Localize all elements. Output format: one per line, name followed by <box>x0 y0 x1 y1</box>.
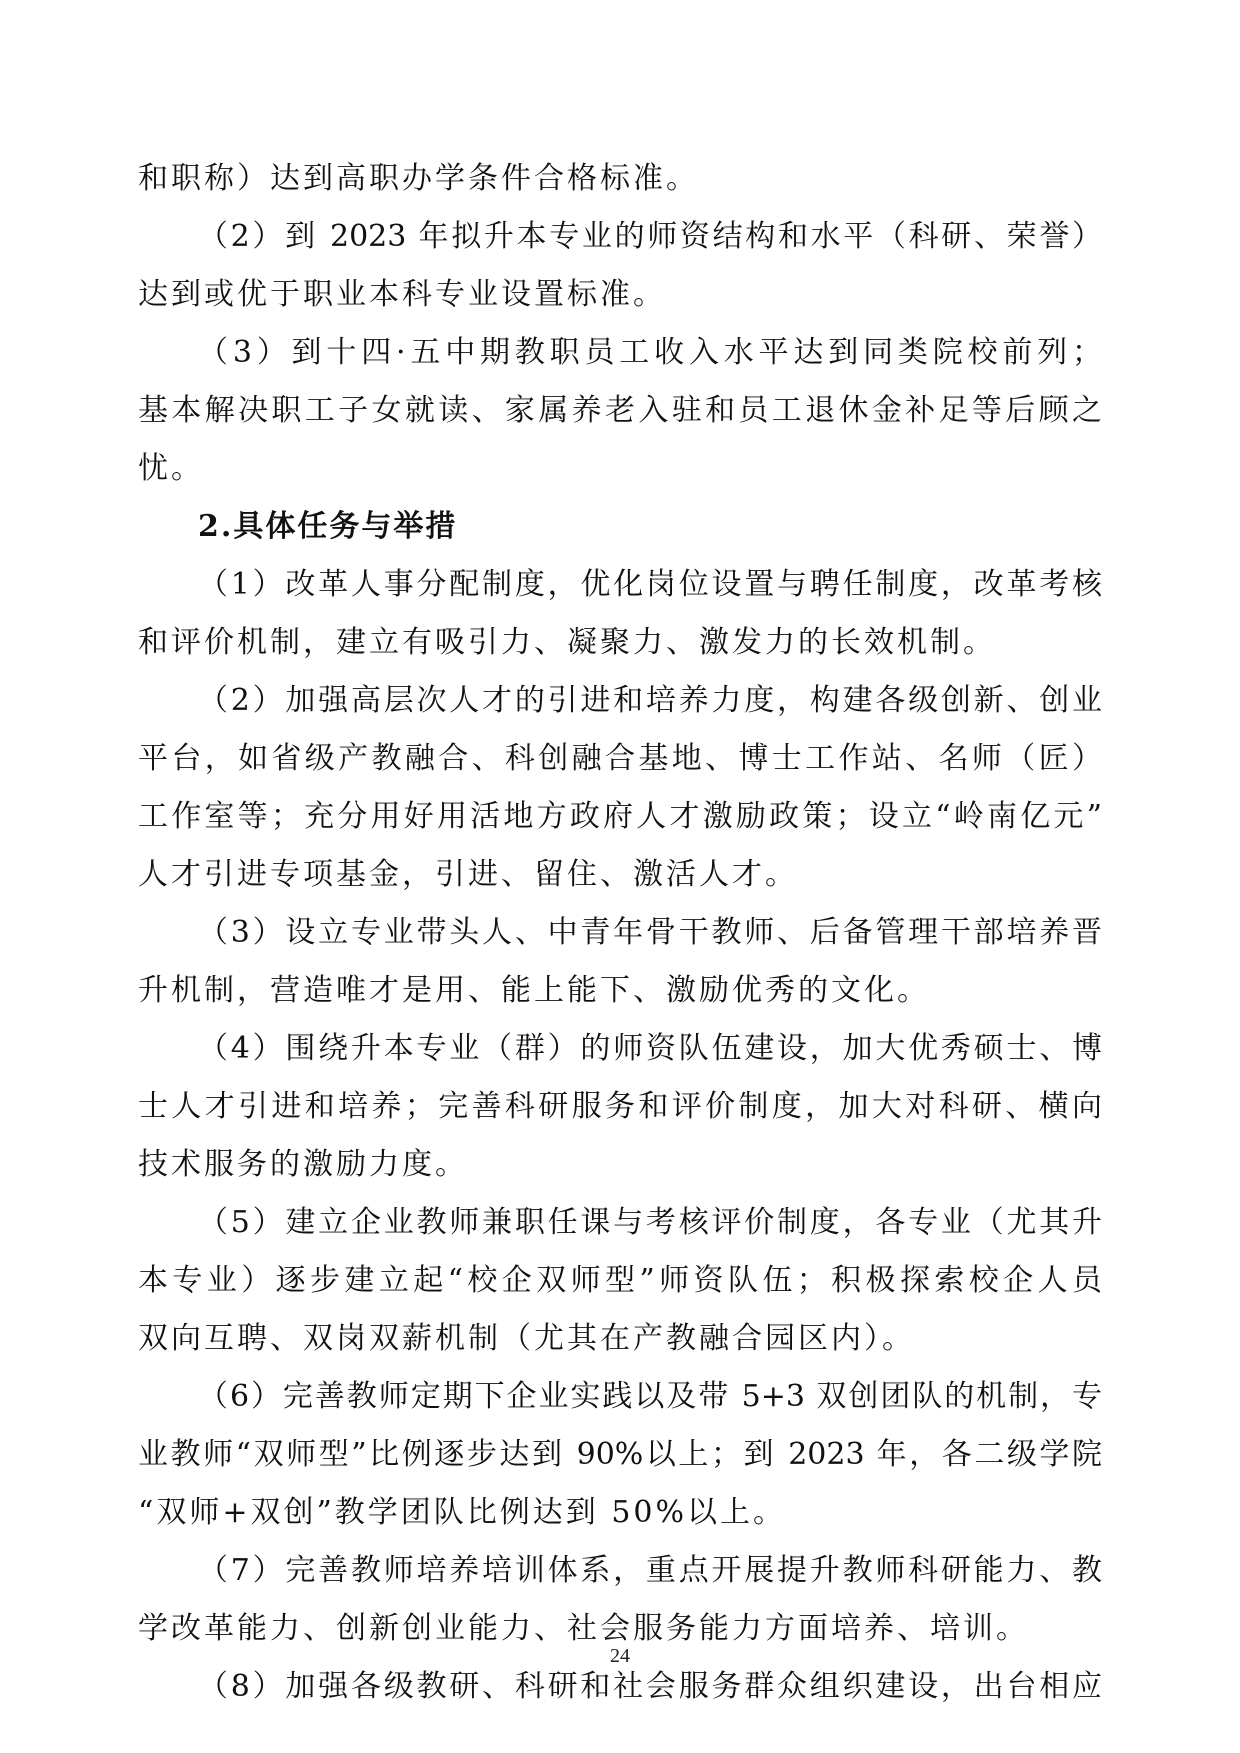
text-line: 业教师“双师型”比例逐步达到 90%以上；到 2023 年，各二级学院 <box>138 1437 1102 1472</box>
text-line: 工作室等；充分用好用活地方政府人才激励政策；设立“岭南亿元” <box>138 799 1102 834</box>
text-line: （1）改革人事分配制度，优化岗位设置与聘任制度，改革考核 <box>198 567 1102 602</box>
text-line: 平台，如省级产教融合、科创融合基地、博士工作站、名师（匠） <box>138 741 1102 776</box>
text-line: （3）到十四·五中期教职员工收入水平达到同类院校前列； <box>198 335 1102 370</box>
text-line: （2）到 2023 年拟升本专业的师资结构和水平（科研、荣誉） <box>198 219 1102 254</box>
text-line: 忧。 <box>138 451 204 486</box>
text-line: 基本解决职工子女就读、家属养老入驻和员工退休金补足等后顾之 <box>138 393 1102 428</box>
text-line: 本专业）逐步建立起“校企双师型”师资队伍；积极探索校企人员 <box>138 1263 1102 1298</box>
text-line: （8）加强各级教研、科研和社会服务群众组织建设，出台相应 <box>198 1669 1102 1704</box>
text-line: （2）加强高层次人才的引进和培养力度，构建各级创新、创业 <box>198 683 1102 718</box>
text-line: 和评价机制，建立有吸引力、凝聚力、激发力的长效机制。 <box>138 625 996 660</box>
text-line: 人才引进专项基金，引进、留住、激活人才。 <box>138 857 798 892</box>
text-line: 双向互聘、双岗双薪机制（尤其在产教融合园区内）。 <box>138 1321 915 1356</box>
text-line: （5）建立企业教师兼职任课与考核评价制度，各专业（尤其升 <box>198 1205 1102 1240</box>
text-line: 升机制，营造唯才是用、能上能下、激励优秀的文化。 <box>138 973 930 1008</box>
text-line: （7）完善教师培养培训体系，重点开展提升教师科研能力、教 <box>198 1553 1102 1588</box>
document-body <box>138 150 1102 1716</box>
text-line: “双师+双创”教学团队比例达到 50%以上。 <box>138 1495 787 1530</box>
text-line: 学改革能力、创新创业能力、社会服务能力方面培养、培训。 <box>138 1611 1029 1646</box>
text-line: （6）完善教师定期下企业实践以及带 5+3 双创团队的机制，专 <box>198 1379 1102 1414</box>
text-line: 士人才引进和培养；完善科研服务和评价制度，加大对科研、横向 <box>138 1089 1102 1124</box>
page-number: 24 <box>610 1645 630 1667</box>
text-line: （4）围绕升本专业（群）的师资队伍建设，加大优秀硕士、博 <box>198 1031 1102 1066</box>
text-line: 技术服务的激励力度。 <box>138 1147 468 1182</box>
text-line: 达到或优于职业本科专业设置标准。 <box>138 277 666 312</box>
text-line: （3）设立专业带头人、中青年骨干教师、后备管理干部培养晋 <box>198 915 1102 950</box>
section-heading: 2.具体任务与举措 <box>198 509 458 544</box>
text-line: 和职称）达到高职办学条件合格标准。 <box>138 161 699 196</box>
